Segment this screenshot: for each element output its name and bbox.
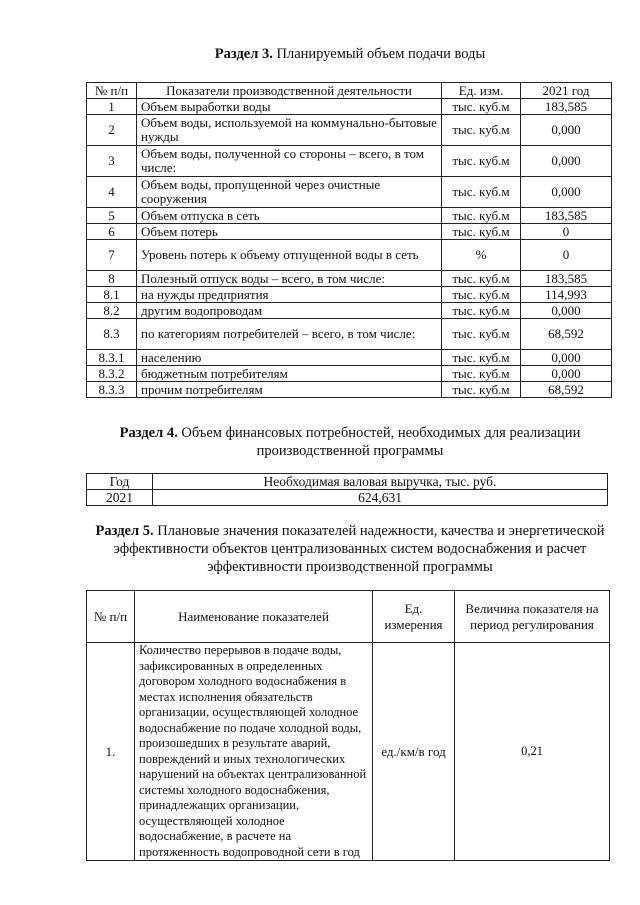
revenue-cell: 624,631 xyxy=(153,490,608,506)
row-name: Объем воды, пропущенной через очистные сооружения xyxy=(137,177,442,208)
row-unit: тыс. куб.м xyxy=(442,303,521,319)
row-num: 1. xyxy=(87,643,135,861)
row-value: 0,000 xyxy=(521,350,612,366)
row-unit: ед./км/в год xyxy=(373,643,455,861)
table-header-row xyxy=(87,591,610,643)
header-unit: Ед. измерения xyxy=(373,591,455,643)
row-name: Объем потерь xyxy=(137,224,442,240)
section5-title: Раздел 5. Плановые значения показателей надежности, качества и энергетической эффективности объектов централизованных систем водоснабжения и расчет эффективности производственной программы xyxy=(95,523,605,575)
table-row xyxy=(87,224,612,240)
row-num: 8 xyxy=(87,271,137,287)
row-value: 183,585 xyxy=(521,208,612,224)
table-header-row xyxy=(87,83,612,99)
section3-title: Раздел 3. Планируемый объем подачи воды xyxy=(214,46,486,62)
row-unit: тыс. куб.м xyxy=(442,146,521,177)
table-row xyxy=(87,271,612,287)
row-value: 0,000 xyxy=(521,115,612,146)
row-unit: тыс. куб.м xyxy=(442,319,521,350)
header-value: Величина показателя на период регулирования xyxy=(455,591,610,643)
row-name: по категориям потребителей – всего, в том числе: xyxy=(137,319,442,350)
row-num: 5 xyxy=(87,208,137,224)
row-unit: тыс. куб.м xyxy=(442,224,521,240)
row-num: 8.3.3 xyxy=(87,382,137,398)
row-unit: тыс. куб.м xyxy=(442,271,521,287)
row-name: другим водопроводам xyxy=(137,303,442,319)
header-year: Год xyxy=(87,474,153,490)
table-row xyxy=(87,177,612,208)
row-name: населению xyxy=(137,350,442,366)
row-num: 8.2 xyxy=(87,303,137,319)
row-value: 183,585 xyxy=(521,271,612,287)
row-value: 0,000 xyxy=(521,303,612,319)
reliability-indicators-table xyxy=(86,590,610,861)
row-unit: % xyxy=(442,240,521,271)
header-indicator: Показатели производственной деятельности xyxy=(137,83,442,99)
header-num: № п/п xyxy=(87,83,137,99)
table-row xyxy=(87,146,612,177)
table-row xyxy=(87,643,610,861)
table-row xyxy=(87,366,612,382)
table-row xyxy=(87,490,608,506)
row-value: 183,585 xyxy=(521,99,612,115)
row-name: Объем воды, используемой на коммунально-бытовые нужды xyxy=(137,115,442,146)
header-revenue: Необходимая валовая выручка, тыс. руб. xyxy=(153,474,608,490)
row-value: 0,000 xyxy=(521,177,612,208)
table-row xyxy=(87,240,612,271)
row-num: 8.3 xyxy=(87,319,137,350)
row-num: 6 xyxy=(87,224,137,240)
row-unit: тыс. куб.м xyxy=(442,287,521,303)
header-unit: Ед. изм. xyxy=(442,83,521,99)
planned-water-volume-table xyxy=(86,82,612,398)
row-num: 3 xyxy=(87,146,137,177)
row-num: 8.3.2 xyxy=(87,366,137,382)
table-header-row xyxy=(87,474,608,490)
row-name: Количество перерывов в подаче воды, зафиксированных в определенных договором холодного водоснабжения в местах исполнения обязательств организации, осуществляющей холодное водоснабжение по подаче холодной воды, произошедших в результате аварий, повреждений и иных технологических нарушений на объектах централизованной системы холодного водоснабжения, принадлежащих организации, осуществляющей холодное водоснабжение, в расчете на протяженность водопроводной сети в год xyxy=(135,643,373,861)
table-row xyxy=(87,99,612,115)
row-unit: тыс. куб.м xyxy=(442,177,521,208)
row-value: 0,000 xyxy=(521,146,612,177)
row-value: 68,592 xyxy=(521,319,612,350)
table-row xyxy=(87,115,612,146)
row-name: прочим потребителям xyxy=(137,382,442,398)
row-value: 114,993 xyxy=(521,287,612,303)
row-unit: тыс. куб.м xyxy=(442,366,521,382)
table-row xyxy=(87,303,612,319)
table-row xyxy=(87,350,612,366)
row-name: Объем воды, полученной со стороны – всего, в том числе: xyxy=(137,146,442,177)
row-unit: тыс. куб.м xyxy=(442,208,521,224)
row-value: 0 xyxy=(521,240,612,271)
table-row xyxy=(87,319,612,350)
section4-title: Раздел 4. Объем финансовых потребностей, необходимых для реализации производственной программы xyxy=(119,425,581,459)
row-name: на нужды предприятия xyxy=(137,287,442,303)
row-unit: тыс. куб.м xyxy=(442,115,521,146)
row-num: 4 xyxy=(87,177,137,208)
row-name: Объем отпуска в сеть xyxy=(137,208,442,224)
table-row xyxy=(87,382,612,398)
row-value: 0,000 xyxy=(521,366,612,382)
row-unit: тыс. куб.м xyxy=(442,382,521,398)
row-unit: тыс. куб.м xyxy=(442,350,521,366)
row-num: 8.1 xyxy=(87,287,137,303)
row-value: 0 xyxy=(521,224,612,240)
row-num: 2 xyxy=(87,115,137,146)
table-row xyxy=(87,208,612,224)
row-name: Объем выработки воды xyxy=(137,99,442,115)
header-num: № п/п xyxy=(87,591,135,643)
table-row xyxy=(87,287,612,303)
row-num: 1 xyxy=(87,99,137,115)
row-num: 7 xyxy=(87,240,137,271)
row-value: 68,592 xyxy=(521,382,612,398)
row-name: бюджетным потребителям xyxy=(137,366,442,382)
year-cell: 2021 xyxy=(87,490,153,506)
header-year: 2021 год xyxy=(521,83,612,99)
row-value: 0,21 xyxy=(455,643,610,861)
row-unit: тыс. куб.м xyxy=(442,99,521,115)
header-name: Наименование показателей xyxy=(135,591,373,643)
row-name: Полезный отпуск воды – всего, в том числе: xyxy=(137,271,442,287)
row-num: 8.3.1 xyxy=(87,350,137,366)
row-name: Уровень потерь к объему отпущенной воды в сеть xyxy=(137,240,442,271)
financial-needs-table xyxy=(86,473,608,506)
